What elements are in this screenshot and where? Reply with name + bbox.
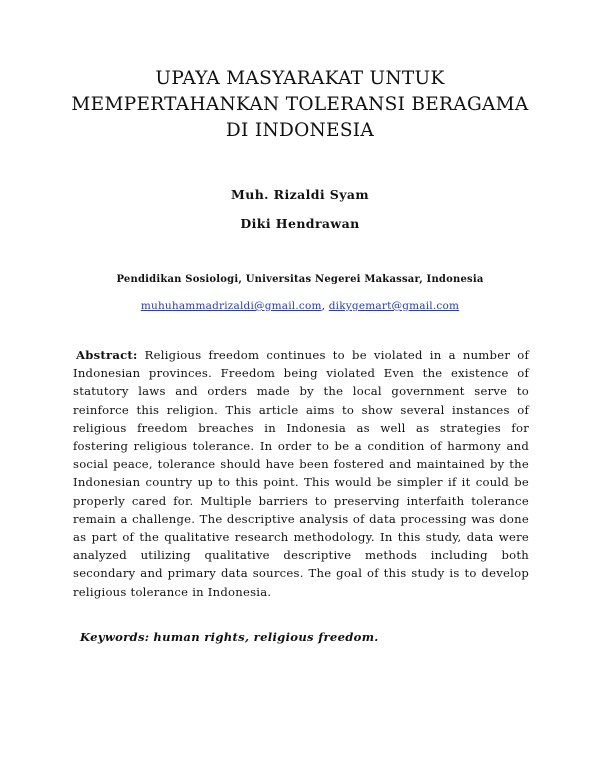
keywords-text: human rights, religious freedom. xyxy=(153,630,379,644)
email-separator: , xyxy=(321,300,326,312)
affiliation: Pendidikan Sosiologi, Universitas Negerei Makassar, Indonesia xyxy=(116,274,484,285)
author-2: Diki Hendrawan xyxy=(240,216,360,231)
abstract-label: Abstract: xyxy=(76,348,138,362)
abstract-text: Religious freedom continues to be violated in a number of Indonesian provinces. Freedom being violated Even the existence of statutory laws and orders made by the local government serve to reinforce this religion. This article aims to show several instances of religious freedom breaches in Indonesia as well as strategies for fostering religious tolerance. In order to be a condition of harmony and social peace, tolerance should have been fostered and maintained by the Indonesian country up to this point. This would be simpler if it could be properly cared for. Multiple barriers to preserving interfaith tolerance remain a challenge. The descriptive analysis of data processing was done as part of the qualitative research methodology. In this study, data were analyzed utilizing qualitative descriptive methods including both secondary and primary data sources. The goal of this study is to develop religious tolerance in Indonesia. xyxy=(73,348,529,599)
paper-title xyxy=(40,66,560,144)
abstract xyxy=(73,346,529,601)
author-emails xyxy=(0,300,600,312)
keywords-label: Keywords: xyxy=(80,630,150,644)
email-link-2[interactable]: dikygemart@gmail.com xyxy=(328,300,460,312)
title-line-2: MEMPERTAHANKAN TOLERANSI BERAGAMA xyxy=(71,94,529,115)
keywords xyxy=(80,630,379,644)
title-line-1: UPAYA MASYARAKAT UNTUK xyxy=(155,68,445,89)
title-line-3: DI INDONESIA xyxy=(225,120,375,141)
email-link-1[interactable]: muhuhammadrizaldi@gmail.com xyxy=(140,300,322,312)
author-1: Muh. Rizaldi Syam xyxy=(230,187,370,202)
